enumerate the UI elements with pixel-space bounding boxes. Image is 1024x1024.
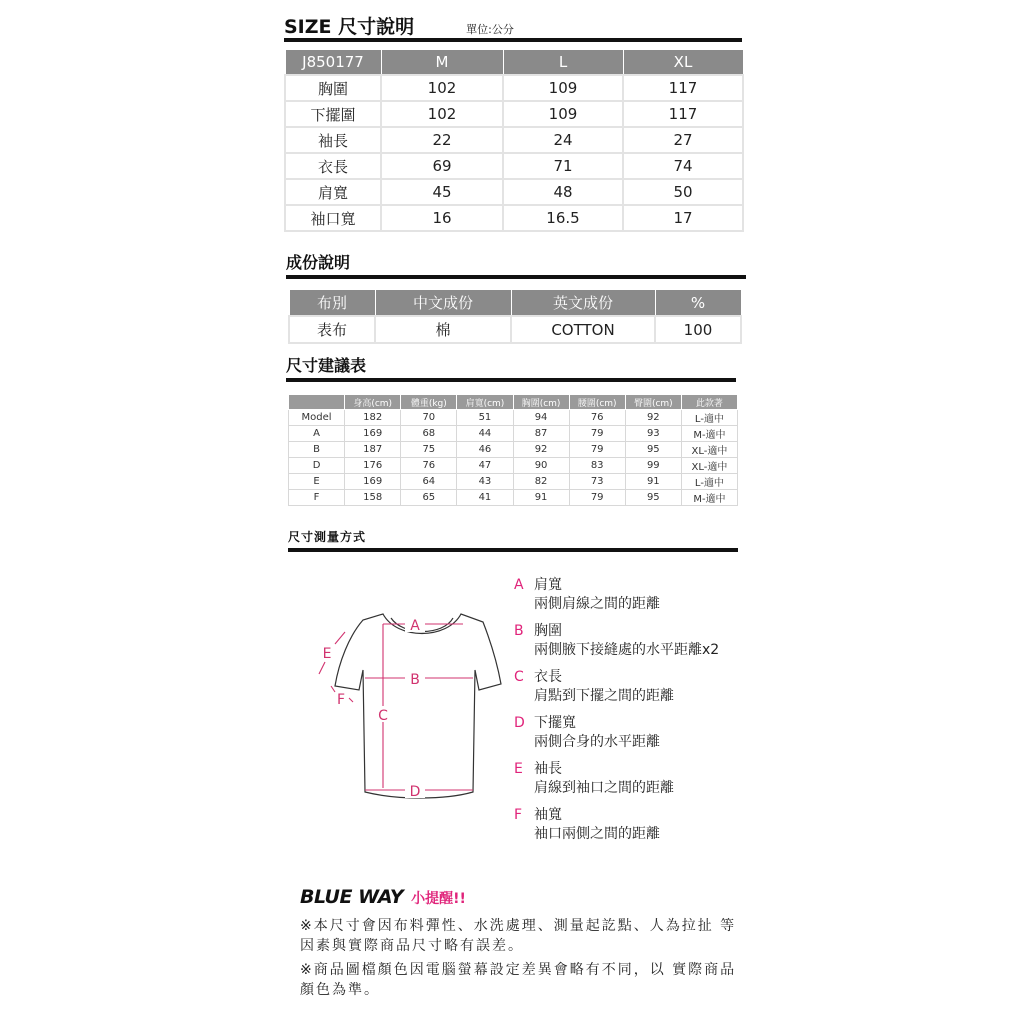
size-table-header-row [285, 50, 743, 76]
recommend-cell: 44 [457, 426, 513, 442]
legend-desc: 兩側腋下接縫處的水平距離x2 [534, 642, 720, 658]
recommend-cell: E [289, 474, 345, 490]
legend-letter: F [514, 807, 523, 823]
recommend-cell: 70 [401, 410, 457, 426]
size-cell: 下擺圍 [285, 101, 381, 127]
recommend-row [289, 474, 738, 490]
recommend-cell: 169 [345, 426, 401, 442]
size-cell: 衣長 [285, 153, 381, 179]
recommend-row [289, 426, 738, 442]
size-row [285, 127, 743, 153]
recommend-cell: 64 [401, 474, 457, 490]
diagram-label-d: D [409, 784, 421, 800]
size-cell: 50 [623, 179, 743, 205]
recommend-cell: M-適中 [681, 490, 737, 506]
recommend-cell: 73 [569, 474, 625, 490]
recommend-cell: 169 [345, 474, 401, 490]
recommend-cell: 75 [401, 442, 457, 458]
size-cell: 袖口寬 [285, 205, 381, 231]
recommend-cell: 99 [625, 458, 681, 474]
material-cell: 100 [655, 316, 741, 343]
legend-desc: 袖口兩側之間的距離 [534, 826, 660, 842]
material-section-title: 成份說明 [286, 253, 351, 272]
recommend-cell: 79 [569, 490, 625, 506]
brand-logo: BLUE WAY [300, 886, 404, 908]
size-row [285, 205, 743, 231]
recommend-cell: 51 [457, 410, 513, 426]
size-unit-label: 單位:公分 [466, 23, 514, 36]
size-cell: 27 [623, 127, 743, 153]
size-row [285, 75, 743, 101]
recommend-cell: M-適中 [681, 426, 737, 442]
recommend-row [289, 410, 738, 426]
material-table-header-row [289, 290, 741, 317]
recommend-cell: 83 [569, 458, 625, 474]
recommend-cell: 41 [457, 490, 513, 506]
recommend-cell: 87 [513, 426, 569, 442]
recommend-section-header [286, 353, 366, 376]
measure-section-rule [288, 548, 738, 552]
recommend-cell: 92 [513, 442, 569, 458]
size-cell: 117 [623, 101, 743, 127]
recommend-table-header-row [289, 395, 738, 410]
size-cell: 肩寬 [285, 179, 381, 205]
legend-item [514, 622, 754, 668]
recommend-cell: 65 [401, 490, 457, 506]
recommend-header-cell: 肩寬(cm) [457, 395, 513, 410]
size-row [285, 179, 743, 205]
recommend-header-cell: 腰圍(cm) [569, 395, 625, 410]
size-row [285, 101, 743, 127]
legend-name: 袖長 [534, 761, 562, 777]
recommend-cell: L-適中 [681, 410, 737, 426]
reminder-note-1: ※本尺寸會因布料彈性、水洗處理、測量起訖點、人為拉扯 等因素與實際商品尺寸略有誤差。 [300, 918, 737, 954]
material-header-cell: 中文成份 [375, 290, 511, 317]
legend-letter: B [514, 623, 524, 639]
recommend-cell: 95 [625, 490, 681, 506]
tshirt-diagram [305, 600, 515, 810]
material-cell: COTTON [511, 316, 655, 343]
size-row [285, 153, 743, 179]
recommend-cell: 91 [513, 490, 569, 506]
diagram-label-b: B [410, 672, 420, 688]
legend-name: 袖寬 [534, 807, 562, 823]
recommend-cell: 82 [513, 474, 569, 490]
recommend-cell: 95 [625, 442, 681, 458]
size-header-cell: J850177 [285, 50, 381, 76]
recommend-section-rule [286, 378, 736, 382]
size-cell: 16 [381, 205, 503, 231]
diagram-label-e: E [322, 646, 332, 662]
legend-item [514, 760, 754, 806]
size-cell: 胸圍 [285, 75, 381, 101]
recommend-cell: 79 [569, 442, 625, 458]
legend-letter: A [514, 577, 524, 593]
recommend-cell: D [289, 458, 345, 474]
recommend-cell: 93 [625, 426, 681, 442]
recommend-cell: L-適中 [681, 474, 737, 490]
recommend-header-cell: 體重(kg) [401, 395, 457, 410]
recommend-cell: 182 [345, 410, 401, 426]
size-cell: 22 [381, 127, 503, 153]
recommend-header-cell: 臀圍(cm) [625, 395, 681, 410]
reminder-header [300, 886, 466, 908]
size-section-header [284, 12, 514, 39]
recommend-cell: Model [289, 410, 345, 426]
recommend-header-cell: 胸圍(cm) [513, 395, 569, 410]
recommend-section-title: 尺寸建議表 [286, 356, 367, 375]
legend-letter: D [514, 715, 525, 731]
material-row [289, 316, 741, 343]
size-cell: 71 [503, 153, 623, 179]
recommend-cell: A [289, 426, 345, 442]
diagram-label-f: F [336, 692, 346, 708]
size-header-cell: XL [623, 50, 743, 76]
legend-name: 下擺寬 [534, 715, 576, 731]
recommend-cell: 76 [569, 410, 625, 426]
size-cell: 117 [623, 75, 743, 101]
recommend-cell: 68 [401, 426, 457, 442]
size-table [284, 49, 744, 232]
size-cell: 24 [503, 127, 623, 153]
size-header-cell: L [503, 50, 623, 76]
recommend-cell: 94 [513, 410, 569, 426]
material-header-cell: 布別 [289, 290, 375, 317]
recommend-cell: 43 [457, 474, 513, 490]
recommend-cell: B [289, 442, 345, 458]
size-section-rule [284, 38, 742, 42]
recommend-cell: 92 [625, 410, 681, 426]
recommend-cell: 46 [457, 442, 513, 458]
size-cell: 48 [503, 179, 623, 205]
size-cell: 102 [381, 101, 503, 127]
legend-item [514, 576, 754, 622]
recommend-cell: F [289, 490, 345, 506]
diagram-label-a: A [410, 618, 420, 634]
legend-item [514, 668, 754, 714]
recommend-cell: 176 [345, 458, 401, 474]
legend-desc: 肩線到袖口之間的距離 [534, 780, 674, 796]
size-cell: 45 [381, 179, 503, 205]
size-cell: 16.5 [503, 205, 623, 231]
tshirt-outline [335, 614, 501, 798]
legend-desc: 兩側肩線之間的距離 [534, 596, 660, 612]
size-cell: 102 [381, 75, 503, 101]
legend-item [514, 714, 754, 760]
size-cell: 袖長 [285, 127, 381, 153]
legend-letter: E [514, 761, 523, 777]
legend-desc: 兩側合身的水平距離 [534, 734, 660, 750]
legend-name: 肩寬 [534, 577, 562, 593]
recommend-table [288, 394, 738, 506]
recommend-cell: 76 [401, 458, 457, 474]
legend-item [514, 806, 754, 852]
material-section-header [286, 250, 350, 273]
material-cell: 表布 [289, 316, 375, 343]
recommend-header-cell: 身高(cm) [345, 395, 401, 410]
recommend-cell: 187 [345, 442, 401, 458]
size-cell: 109 [503, 101, 623, 127]
legend-name: 胸圍 [534, 623, 562, 639]
recommend-cell: 79 [569, 426, 625, 442]
legend-desc: 肩點到下擺之間的距離 [534, 688, 674, 704]
measure-section-header [288, 528, 366, 545]
material-cell: 棉 [375, 316, 511, 343]
size-cell: 69 [381, 153, 503, 179]
material-header-cell: % [655, 290, 741, 317]
reminder-note-2: ※商品圖檔顏色因電腦螢幕設定差異會略有不同，以 實際商品顏色為準。 [300, 962, 737, 998]
size-cell: 109 [503, 75, 623, 101]
recommend-cell: XL-適中 [681, 442, 737, 458]
legend-name: 衣長 [534, 669, 562, 685]
size-cell: 17 [623, 205, 743, 231]
recommend-header-cell: 此款著 [681, 395, 737, 410]
recommend-cell: 47 [457, 458, 513, 474]
recommend-row [289, 442, 738, 458]
recommend-cell: XL-適中 [681, 458, 737, 474]
recommend-cell: 90 [513, 458, 569, 474]
recommend-cell: 158 [345, 490, 401, 506]
size-cell: 74 [623, 153, 743, 179]
recommend-row [289, 458, 738, 474]
reminder-label: 小提醒!! [411, 891, 466, 907]
material-table [288, 289, 742, 344]
recommend-header-cell [289, 395, 345, 410]
diagram-label-c: C [378, 708, 388, 724]
material-section-rule [286, 275, 746, 279]
recommend-row [289, 490, 738, 506]
size-section-title: SIZE 尺寸說明 [284, 16, 415, 38]
measure-legend [514, 576, 754, 852]
recommend-cell: 91 [625, 474, 681, 490]
measure-section-title: 尺寸測量方式 [288, 530, 367, 544]
legend-letter: C [514, 669, 524, 685]
size-header-cell: M [381, 50, 503, 76]
material-header-cell: 英文成份 [511, 290, 655, 317]
